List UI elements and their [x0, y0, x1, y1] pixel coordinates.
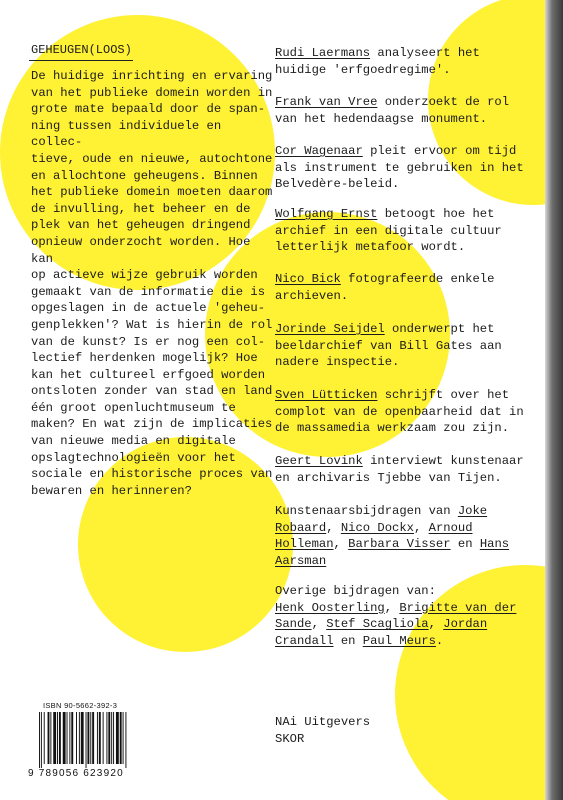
other-contributor-name: Stef Scagliola	[326, 617, 429, 632]
title-rule	[29, 60, 133, 61]
artist-name: Hans Aarsman	[275, 537, 510, 568]
barcode-bar	[97, 712, 98, 764]
contributor-entry	[275, 94, 540, 127]
publisher	[275, 714, 475, 747]
other-contributor-name: Paul Meurs	[362, 633, 436, 648]
contributor-name: Cor Wagenaar	[275, 144, 363, 158]
barcode-bar	[116, 712, 119, 764]
artist-name: Arnoud Holleman	[275, 520, 473, 552]
contributor-entry	[275, 453, 540, 486]
barcode-bar	[108, 712, 110, 764]
barcode-bar	[44, 712, 45, 764]
barcode-bar	[59, 712, 61, 764]
contributor-name: Rudi Laermans	[275, 46, 371, 60]
barcode	[37, 712, 151, 772]
other-contributor-name: Brigitte van der Sande	[275, 600, 517, 632]
barcode-bar	[123, 712, 124, 764]
barcode-bar	[120, 712, 122, 764]
barcode-bar	[86, 712, 87, 768]
barcode-bar	[63, 712, 66, 764]
contributor-description: onderwerpt het beeldarchief van Bill Gates aan nadere inspectie.	[275, 322, 502, 370]
barcode-bar	[39, 712, 40, 768]
barcode-bar	[106, 712, 107, 764]
barcode-bar	[57, 712, 58, 764]
book-spine-edge	[545, 0, 563, 800]
contributor-description: pleit ervoor om tijd als instrument te gebruiken in het Belvedère-beleid.	[275, 144, 524, 192]
contributor-entry	[275, 271, 540, 304]
contributor-entry	[275, 387, 540, 437]
intro-text: De huidige inrichting en ervaring van het publieke domein worden in grote mate bepaald door de span- ning tussen individuele en collec- tieve, oude en nieuwe, autochtone en allochtone geheugens. Binnen het publieke domein moeten daarom de invulling, het beheer en de plek van het geheugen dringend opnieuw onderzocht worden. Hoe kan op actieve wijze gebruik worden gemaakt van de informatie die is opgeslagen in de actuele 'geheu- genplekken'? Wat is hierin de rol van de kunst? Is er nog een col- lectief herdenken mogelijk? Hoe kan het cultureel erfgoed worden ontsloten zonder van stad en land één groot openluchtmuseum te maken? En wat zijn de implicaties van nieuwe media en digitale opslagtechnologieën voor het sociale en historische proces van bewaren en herinneren?	[31, 69, 273, 498]
barcode-bar	[67, 712, 68, 764]
contributor-entry	[275, 143, 540, 193]
contributor-name: Jorinde Seijdel	[275, 322, 385, 336]
barcode-bar	[53, 712, 56, 764]
isbn-label: ISBN 90-5662-392-3	[43, 701, 118, 710]
contributor-entry	[275, 206, 540, 256]
barcode-bar	[103, 712, 104, 764]
barcode-bars	[37, 712, 151, 768]
contributor-name: Geert Lovink	[275, 454, 363, 468]
artist-contributions: Kunstenaarsbijdragen van Joke Robaard, Nico Dockx, Arnoud Holleman, Barbara Visser en Hans Aarsman	[275, 504, 510, 568]
contributor-description: fotografeerde enkele archieven.	[275, 272, 495, 303]
book-title: GEHEUGEN(LOOS)	[31, 43, 132, 57]
contributor-description: analyseert het huidige 'erfgoedregime'.	[275, 46, 480, 77]
contributor-description: onderzoekt de rol van het hedendaagse monument.	[275, 95, 510, 126]
artist-name: Barbara Visser	[348, 537, 451, 552]
contributor-entry	[275, 45, 540, 78]
barcode-bar	[71, 712, 73, 764]
barcode-bar	[48, 712, 50, 764]
barcode-bar	[99, 712, 101, 764]
other-contributor-name: Jordan Crandall	[275, 617, 488, 648]
artist-name: Nico Dockx	[340, 520, 414, 535]
barcode-bar	[79, 712, 80, 764]
contributor-name: Frank van Vree	[275, 95, 378, 109]
publisher-name: NAi Uitgevers	[275, 715, 371, 729]
contributor-description: interviewt kunstenaar en archivaris Tjebbe van Tijen.	[275, 454, 524, 485]
barcode-bar	[113, 712, 114, 764]
contributor-name: Nico Bick	[275, 272, 341, 286]
co-publisher-name: SKOR	[275, 731, 305, 746]
contributor-name: Sven Lütticken	[275, 388, 378, 402]
barcode-bar	[76, 712, 77, 764]
contributor-description: betoogt hoe het archief in een digitale cultuur letterlijk metafoor wordt.	[275, 207, 502, 255]
barcode-bar	[41, 712, 42, 768]
contributor-entry	[275, 321, 540, 371]
barcode-bar	[81, 712, 84, 764]
contributor-description: schrijft over het complot van de openbaarheid dat in de massamedia werkzaam zou zijn.	[275, 388, 524, 436]
barcode-bar	[92, 712, 94, 764]
barcode-bar	[125, 712, 126, 768]
other-contributor-name: Henk Oosterling	[275, 600, 385, 615]
contributor-name: Wolfgang Ernst	[275, 207, 378, 221]
other-contributions: Overige bijdragen van: Henk Oosterling, Brigitte van der Sande, Stef Scagliola, Jordan Crandall en Paul Meurs.	[275, 584, 517, 648]
barcode-bar	[50, 712, 51, 764]
barcode-bar	[69, 712, 70, 764]
barcode-bar	[87, 712, 89, 764]
barcode-number: 9 789056 623920	[28, 768, 124, 779]
artist-name: Joke Robaard	[275, 504, 488, 535]
barcode-bar	[90, 712, 91, 764]
barcode-bar	[111, 712, 112, 764]
